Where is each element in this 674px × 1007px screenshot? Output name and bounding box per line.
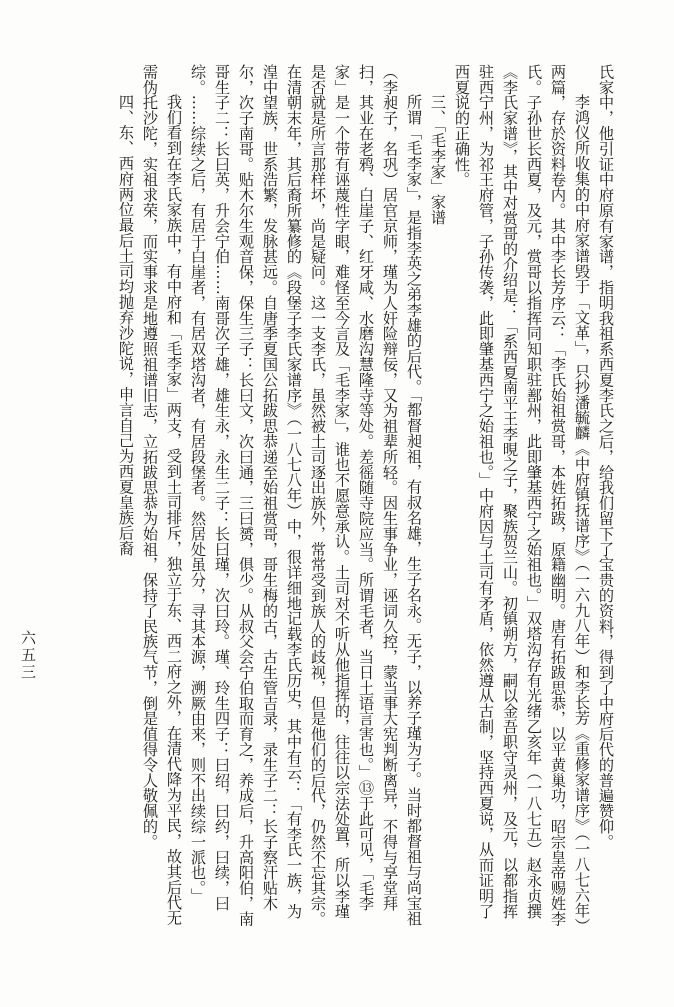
section-heading-mao-li-family: 三、「毛李家」家谱: [429, 94, 447, 226]
paragraph-genealogy-records: 李鸿仪所收集的中府家谱毁于「文革」，只抄潘毓麟《中府镇抚谱序》（一六九八年）和李长芳《重修家谱序》（一八七六年）两篇，存於资料卷内。其中李长芳序云：「李氏始祖赏哥，本姓拓跋，原籍幽明。唐有拓跋思恭，以平黄巢功，昭宗皇帝赐姓李氏。子孙世长西夏，及元，赏哥以指挥同知职驻鄯州，此即肇基西宁之始祖也。」双塔沟存有光绪乙亥年（一八七五）赵永贞撰《李氏家谱》，其中对赏哥的介绍是：「系西夏南平王李晛之子，聚族贺兰山。初镇朔方，嗣以金吾职守灵州，及元，以都指挥驻西宁州，为祁王府管，子孙传袭，此即肇基西宁之始祖也。」中府因与土司有矛盾，依然遵从古制，坚持西夏说，从而证明了西夏说的正确性。: [453, 64, 591, 934]
page-number: 六五三: [19, 630, 37, 681]
section-heading-east-west-offices: 四、东、西府两位最后土司均抛弃沙陀说，申言自己为西夏皇族后裔: [117, 94, 135, 557]
vertical-text-column-block: [44, 64, 618, 934]
paragraph-mao-li-family: 所谓「毛李家」，是指李英之弟李雄的后代。「都督昶祖，有叔名雄，生子名永。无子，以养子瑾为子。当时都督祖与尚宝祖（李昶子，名巩）居官京师，瑾为人奸险辩佞，又为祖辈所轻。因生事争业，诬词久控，蒙当事大宪判断离异，不得与享堂拜扫，其业在老鸦、白崖子、红牙咸、水磨沟慧隆寺等处。差徭随寺院应当。所谓毛者，当日土语言害也。」⑬于此可见，「毛李家」是一个带有诬蔑性字眼，难怪至今言及「毛李家」，谁也不愿意承认。土司对不听从他指挥的，往往以宗法处置，所以李瑾是否就是所言那样坏，尚是疑问。这一支李氏，虽然被土司逐出族外，常常受到族人的歧视，但是他们的后代，仍然不忘其宗。在清朝末年，其后裔所纂修的《段堡子李氏家谱序》（一八七八年）中，很详细地记载李氏历史，其中有云：「有李氏一族，为湟中望族，世系浩繁，发脉甚远。自唐季夏国公拓跋思恭递至始祖赏哥，哥生梅的古，古生管吉录，录生子二：长子察汗贴木尔，次子南哥。贴木尔生观音保，保生三子：长曰文，次曰通，三曰赟，俱少。从叔父会宁伯取而育之，养成后，升高阳伯，南哥生子二：长曰英，升会宁伯……南哥次子雄，雄生永，永生二子：长曰瑾，次曰玲。瑾、玲生四子：曰绍，曰约，曰续，曰综。……综续之后，有居于白崖者，有居双塔沟者，有居段堡者。然居处虽分，寻其本源，溯厥由来，则不出续综一派也。」: [189, 64, 423, 927]
paragraph-continuation: 氏家中，他引证中府原有家谱，指明我祖系西夏李氏之后，给我们留下了宝贵的资料，得到了中府后代的普遍赞仰。: [597, 64, 615, 850]
paragraph-conclusion: 我们看到在李氏家族中，有中府和「毛李家」两支，受到土司排斥，独立于东、西二府之外，在清代降为平民，故其后代无需伪托沙陀，实祖求荣，而实事求是地遵照祖谱旧志，立拓跋思恭为始祖，保持了民族气节，倒是值得令人敬佩的。: [141, 64, 183, 926]
